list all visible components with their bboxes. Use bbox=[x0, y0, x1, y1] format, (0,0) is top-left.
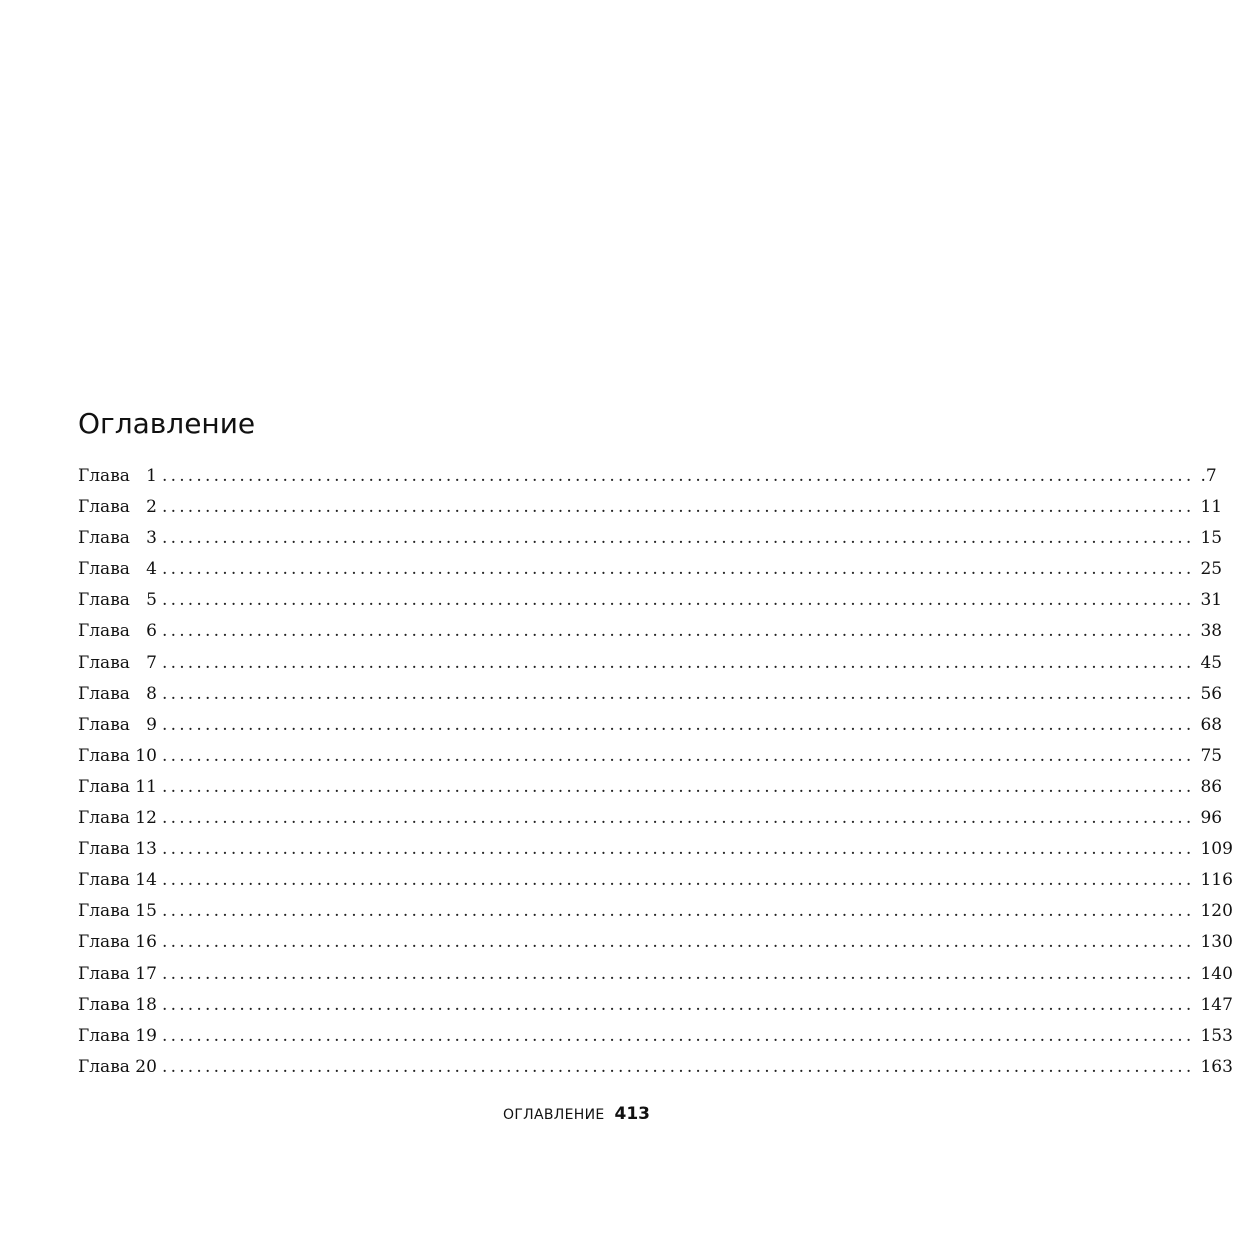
toc-entry-label: Глава 1 bbox=[78, 466, 157, 486]
toc-entry-page: 56 bbox=[1200, 683, 1223, 704]
toc-entry-label: Глава 10 bbox=[78, 745, 157, 766]
dot-leader: ........................................................................................................................ bbox=[162, 963, 1195, 984]
toc-entry-label: Глава 4 bbox=[78, 559, 157, 580]
dot-leader: ........................................................................................................................ bbox=[162, 683, 1195, 704]
toc-entry-page: 120 bbox=[1200, 901, 1233, 922]
dot-leader: ........................................................................................................................ bbox=[162, 776, 1195, 797]
toc-list bbox=[78, 461, 1233, 1083]
toc-entry-page: 75 bbox=[1200, 745, 1223, 766]
toc-entry-page: 31 bbox=[1200, 590, 1223, 611]
toc-entry-label: Глава 5 bbox=[78, 590, 157, 611]
toc-entry-page: 15 bbox=[1200, 528, 1223, 549]
dot-leader: ........................................................................................................................ bbox=[162, 839, 1195, 860]
toc-entry-page: 25 bbox=[1200, 559, 1223, 580]
toc-entry-label: Глава 16 bbox=[78, 932, 157, 953]
dot-leader: ........................................................................................................................ bbox=[162, 870, 1195, 891]
dot-leader: ........................................................................................................................ bbox=[162, 466, 1195, 486]
dot-leader: ........................................................................................................................ bbox=[162, 932, 1195, 953]
toc-entry-label: Глава 11 bbox=[78, 776, 157, 797]
toc-entry[interactable] bbox=[78, 492, 1223, 523]
toc-entry-page: 147 bbox=[1200, 994, 1233, 1015]
toc-entry-page: 153 bbox=[1200, 1025, 1233, 1046]
toc-entry-page: 38 bbox=[1200, 621, 1223, 642]
toc-entry-label: Глава 12 bbox=[78, 808, 157, 829]
toc-entry[interactable] bbox=[78, 865, 1233, 896]
toc-entry-label: Глава 8 bbox=[78, 683, 157, 704]
toc-entry[interactable] bbox=[78, 523, 1223, 554]
toc-entry-page: .7 bbox=[1200, 466, 1217, 486]
toc-entry[interactable] bbox=[78, 927, 1233, 958]
toc-entry-label: Глава 14 bbox=[78, 870, 157, 891]
toc-heading: Оглавление bbox=[78, 407, 256, 440]
dot-leader: ........................................................................................................................ bbox=[162, 497, 1195, 518]
dot-leader: ........................................................................................................................ bbox=[162, 528, 1195, 549]
dot-leader: ........................................................................................................................ bbox=[162, 901, 1195, 922]
toc-entry-page: 109 bbox=[1200, 839, 1233, 860]
dot-leader: ........................................................................................................................ bbox=[162, 745, 1195, 766]
toc-entry[interactable] bbox=[78, 834, 1233, 865]
toc-entry[interactable] bbox=[78, 648, 1223, 679]
dot-leader: ........................................................................................................................ bbox=[162, 652, 1195, 673]
dot-leader: ........................................................................................................................ bbox=[162, 590, 1195, 611]
dot-leader: ........................................................................................................................ bbox=[162, 559, 1195, 580]
footer-section-title: ОГЛАВЛЕНИЕ bbox=[503, 1107, 605, 1123]
toc-entry[interactable] bbox=[78, 959, 1233, 990]
toc-entry-label: Глава 2 bbox=[78, 497, 157, 518]
toc-entry[interactable] bbox=[78, 990, 1233, 1021]
toc-entry[interactable] bbox=[78, 554, 1223, 585]
dot-leader: ........................................................................................................................ bbox=[162, 808, 1195, 829]
toc-entry[interactable] bbox=[78, 1021, 1233, 1052]
toc-entry-page: 116 bbox=[1200, 870, 1233, 891]
toc-entry-label: Глава 18 bbox=[78, 994, 157, 1015]
toc-entry[interactable] bbox=[78, 461, 1217, 492]
dot-leader: ........................................................................................................................ bbox=[162, 714, 1195, 735]
toc-entry-page: 163 bbox=[1200, 1056, 1233, 1077]
dot-leader: ........................................................................................................................ bbox=[162, 994, 1195, 1015]
toc-entry-label: Глава 20 bbox=[78, 1056, 157, 1077]
toc-entry[interactable] bbox=[78, 679, 1223, 710]
toc-entry-label: Глава 13 bbox=[78, 839, 157, 860]
footer-page-number: 413 bbox=[614, 1104, 650, 1124]
toc-entry-label: Глава 19 bbox=[78, 1025, 157, 1046]
toc-entry-label: Глава 9 bbox=[78, 714, 157, 735]
dot-leader: ........................................................................................................................ bbox=[162, 1056, 1195, 1077]
toc-entry[interactable] bbox=[78, 896, 1233, 927]
toc-entry-page: 68 bbox=[1200, 714, 1223, 735]
toc-entry-label: Глава 7 bbox=[78, 652, 157, 673]
toc-entry-page: 45 bbox=[1200, 652, 1223, 673]
toc-entry-label: Глава 15 bbox=[78, 901, 157, 922]
toc-entry[interactable] bbox=[78, 710, 1223, 741]
toc-entry[interactable] bbox=[78, 1052, 1233, 1083]
toc-entry-label: Глава 6 bbox=[78, 621, 157, 642]
toc-entry[interactable] bbox=[78, 741, 1223, 772]
toc-entry-page: 96 bbox=[1200, 808, 1223, 829]
running-footer bbox=[503, 1104, 650, 1124]
toc-entry-page: 11 bbox=[1200, 497, 1223, 518]
toc-entry-label: Глава 17 bbox=[78, 963, 157, 984]
toc-entry[interactable] bbox=[78, 616, 1223, 647]
toc-entry[interactable] bbox=[78, 772, 1223, 803]
toc-entry[interactable] bbox=[78, 585, 1223, 616]
toc-entry-page: 130 bbox=[1200, 932, 1233, 953]
dot-leader: ........................................................................................................................ bbox=[162, 1025, 1195, 1046]
toc-entry-page: 86 bbox=[1200, 776, 1223, 797]
toc-entry[interactable] bbox=[78, 803, 1223, 834]
toc-entry-page: 140 bbox=[1200, 963, 1233, 984]
dot-leader: ........................................................................................................................ bbox=[162, 621, 1195, 642]
toc-entry-label: Глава 3 bbox=[78, 528, 157, 549]
